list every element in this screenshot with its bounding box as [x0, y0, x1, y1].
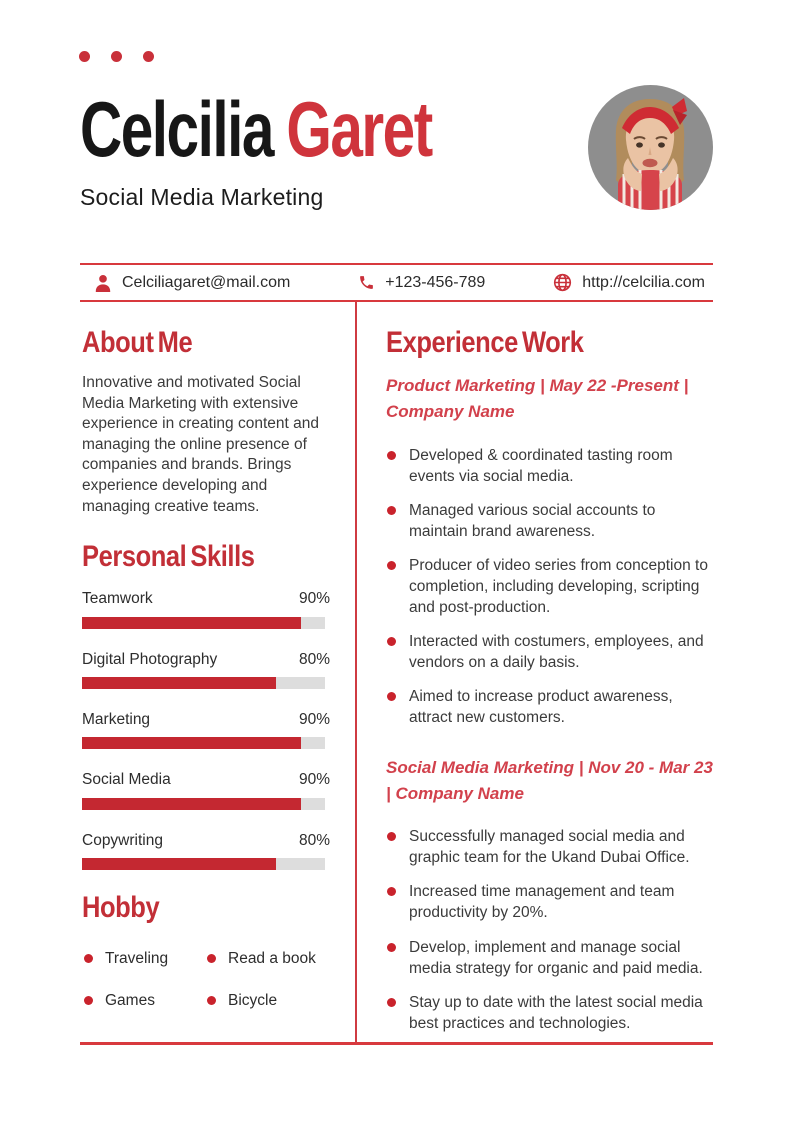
contact-phone — [358, 274, 485, 292]
person-icon — [94, 274, 112, 292]
hobby-item: Read a book — [205, 950, 330, 968]
left-column — [82, 326, 330, 1010]
skill-bar-fill — [82, 798, 301, 810]
experience-bullet: Successfully managed social media and graphic team for the Ukand Dubai Office. — [386, 826, 713, 868]
skill-row — [82, 589, 330, 628]
profession-subtitle: Social Media Marketing — [80, 184, 324, 210]
about-heading: About Me — [82, 326, 193, 359]
column-divider — [355, 302, 357, 1042]
skill-percent: 90% — [298, 771, 330, 789]
skill-bar-fill — [82, 858, 276, 870]
skills-heading: Personal Skills — [82, 540, 255, 574]
skill-label: Marketing — [82, 711, 151, 729]
about-text: Innovative and motivated Social Media Marketing with extensive experience in creating content and managing the online presence of companies and brands. Brings experience developing and managing creative teams. — [82, 374, 319, 515]
experience-bullet: Managed various social accounts to maintain brand awareness. — [386, 500, 713, 542]
skill-percent: 90% — [298, 711, 330, 729]
hobby-item: Traveling — [82, 950, 205, 968]
decorative-dots — [79, 51, 154, 62]
skill-bar-track — [82, 617, 325, 629]
person-name — [80, 85, 432, 173]
profile-photo-illustration — [588, 85, 713, 210]
experience-bullet: Aimed to increase product awareness, attract new customers. — [386, 686, 713, 728]
bottom-rule — [80, 1042, 713, 1045]
skill-bar-fill — [82, 677, 276, 689]
skill-percent: 80% — [298, 650, 330, 668]
name-first: Celcilia — [80, 85, 273, 173]
skill-bar-track — [82, 737, 325, 749]
experience-heading: Experience Work — [386, 326, 584, 359]
header — [80, 85, 549, 211]
experience-bullet: Increased time management and team productivity by 20%. — [386, 881, 713, 923]
skill-percent: 90% — [298, 590, 330, 608]
website-text: http://celcilia.com — [582, 273, 705, 291]
job-bullet-list — [386, 826, 713, 1034]
skills-list — [82, 589, 330, 870]
contact-bar — [80, 263, 713, 302]
job-title: Social Media Marketing | Nov 20 - Mar 23 | Company Name — [386, 757, 713, 803]
experience-bullet: Developed & coordinated tasting room events via social media. — [386, 445, 713, 487]
email-text: Celciliagaret@mail.com — [122, 273, 291, 291]
experience-bullet: Producer of video series from conception to completion, including developing, scripting and post-production. — [386, 555, 713, 618]
skill-bar-fill — [82, 617, 301, 629]
skill-bar-track — [82, 798, 325, 810]
skill-label: Teamwork — [82, 590, 153, 608]
right-column — [386, 326, 713, 1047]
experience-bullet: Interacted with costumers, employees, and vendors on a daily basis. — [386, 631, 713, 673]
job-bullet-list — [386, 445, 713, 729]
profile-photo — [588, 85, 713, 210]
experience-bullet: Stay up to date with the latest social media best practices and technologies. — [386, 992, 713, 1034]
hobby-list — [82, 950, 330, 1010]
red-dot — [111, 51, 122, 62]
job-title: Product Marketing | May 22 -Present | Company Name — [386, 376, 689, 422]
skill-label: Digital Photography — [82, 650, 218, 668]
contact-email — [94, 274, 290, 292]
skill-row — [82, 831, 330, 870]
skill-label: Copywriting — [82, 831, 163, 849]
skill-label: Social Media — [82, 771, 171, 789]
contact-website — [553, 273, 705, 292]
red-dot — [143, 51, 154, 62]
globe-icon — [553, 273, 572, 292]
skill-bar-fill — [82, 737, 301, 749]
skill-row — [82, 770, 330, 809]
phone-icon — [358, 274, 375, 291]
name-last: Garet — [286, 85, 432, 173]
experience-bullet: Develop, implement and manage social media strategy for organic and paid media. — [386, 937, 713, 979]
phone-text: +123-456-789 — [385, 273, 486, 291]
skill-bar-track — [82, 858, 325, 870]
hobby-item: Games — [82, 992, 205, 1010]
skill-row — [82, 710, 330, 749]
hobby-item: Bicycle — [205, 992, 330, 1010]
red-dot — [79, 51, 90, 62]
skill-row — [82, 650, 330, 689]
skill-percent: 80% — [298, 831, 330, 849]
skill-bar-track — [82, 677, 325, 689]
hobby-heading: Hobby — [82, 891, 160, 925]
